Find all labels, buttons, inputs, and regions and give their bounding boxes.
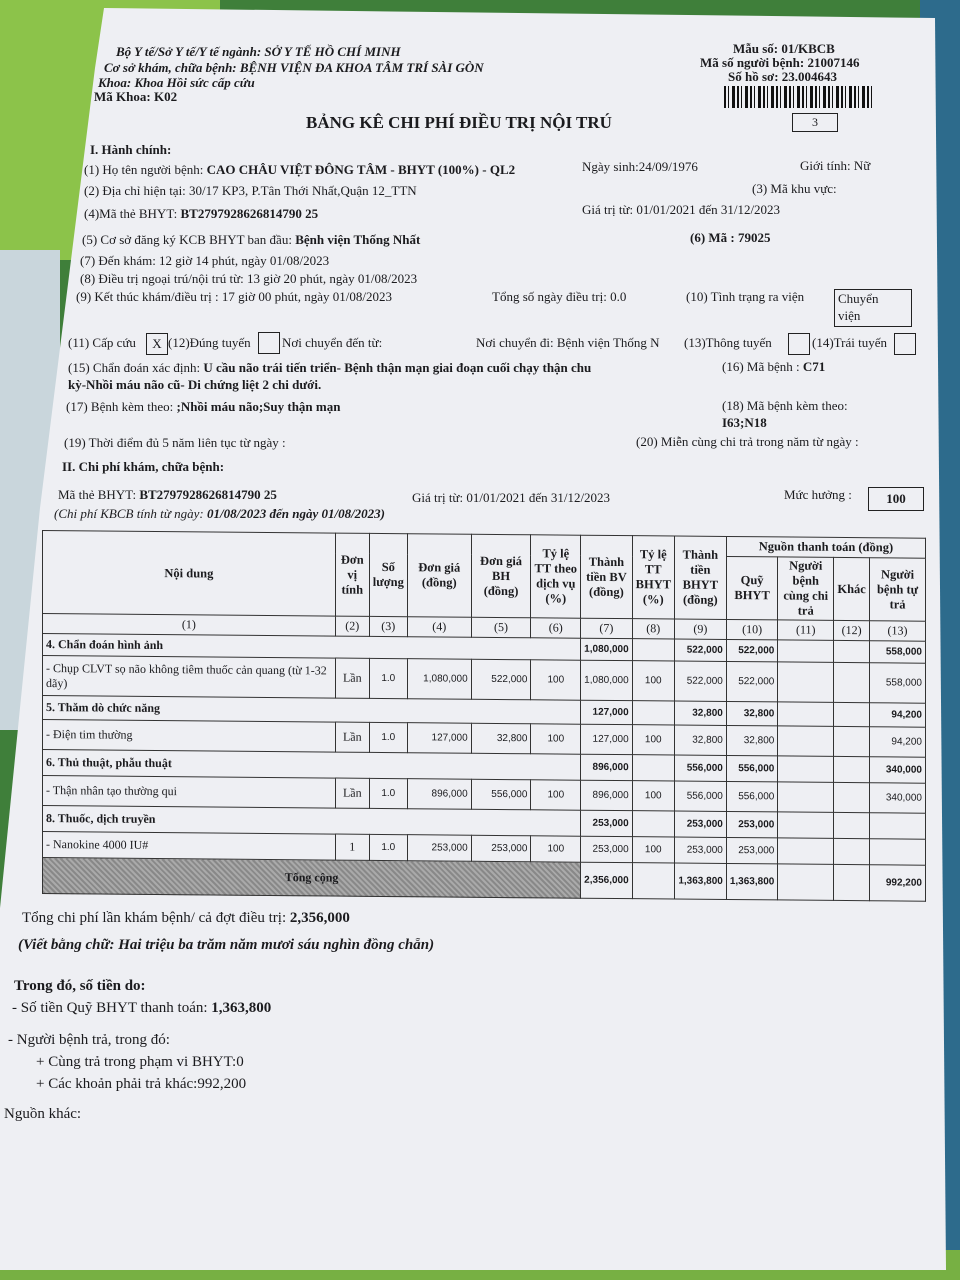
item-amount-bv: 1,080,000 (581, 660, 633, 700)
col-number: (2) (335, 616, 369, 636)
item-amount-bv: 127,000 (581, 724, 633, 754)
item-qty: 1.0 (369, 722, 407, 752)
header-content: Nội dung (43, 531, 336, 617)
summary-fund: - Số tiền Quỹ BHYT thanh toán: 1,363,800 (12, 1000, 272, 1016)
col-number: (7) (581, 618, 633, 638)
group-self-pay: 558,000 (870, 641, 926, 663)
group-title: 6. Thủ thuật, phẫu thuật (43, 750, 581, 781)
header-fund: Quỹ BHYT (726, 556, 778, 619)
emergency-checkbox[interactable]: X (146, 333, 168, 355)
item-amount-bv: 253,000 (581, 836, 633, 862)
transfer-to: Nơi chuyển đi: Bệnh viện Thống N (476, 335, 660, 350)
treatment-start-line: (8) Điều trị ngoại trú/nội trú từ: 13 giờ 20 phút, ngày 01/08/2023 (80, 271, 418, 286)
group-self-pay (870, 813, 926, 839)
ministry-line: Bộ Y tế/Sở Y tế/Y tế ngành: SỞ Y TẾ HỒ CHÍ MINH (116, 44, 401, 59)
header-other: Khác (834, 557, 870, 620)
item-price-bh: 253,000 (471, 835, 531, 862)
total-self-pay: 992,200 (870, 865, 926, 901)
item-qty: 1.0 (369, 834, 407, 860)
group-fund: 556,000 (726, 755, 778, 781)
cross-route-label: (13)Thông tuyến (684, 335, 772, 350)
item-ratio-bhyt: 100 (632, 725, 674, 755)
correct-route-checkbox[interactable] (258, 332, 280, 354)
header-funding: Nguồn thanh toán (đồng) (726, 536, 925, 558)
barcode (724, 86, 874, 108)
item-self-pay: 558,000 (870, 663, 926, 703)
item-fund: 32,800 (726, 725, 778, 755)
header-price: Đơn giá (đồng) (407, 534, 471, 618)
summary-patient-pays: - Người bệnh trả, trong đó: (8, 1032, 170, 1048)
header-qty: Số lượng (369, 533, 407, 616)
item-price: 896,000 (407, 779, 471, 810)
group-amount-bhyt: 522,000 (674, 639, 726, 661)
registered-facility-line: (5) Cơ sở đăng ký KCB BHYT ban đầu: Bệnh viện Thống Nhất (82, 232, 421, 247)
patient-code: Mã số người bệnh: 21007146 (700, 55, 860, 70)
treatment-end-line: (9) Kết thúc khám/điều trị : 17 giờ 00 phút, ngày 01/08/2023 (76, 289, 392, 304)
item-price: 1,080,000 (407, 659, 471, 700)
item-price-bh: 32,800 (471, 723, 531, 754)
group-title: 8. Thuốc, dịch truyền (43, 806, 581, 837)
col-number: (11) (778, 620, 834, 640)
col-number: (3) (369, 616, 407, 636)
item-ratio-service: 100 (531, 780, 581, 810)
gender: Giới tính: Nữ (800, 158, 871, 173)
item-ratio-service: 100 (531, 724, 581, 754)
dept-code-line: Mã Khoa: K02 (94, 89, 178, 104)
five-year-line: (19) Thời điểm đủ 5 năm liên tục từ ngày : (64, 435, 286, 450)
total-days: Tổng số ngày điều trị: 0.0 (492, 289, 627, 304)
item-amount-bhyt: 556,000 (674, 781, 726, 811)
facility-line: Cơ sở khám, chữa bệnh: BỆNH VIỆN ĐA KHOA TÂM TRÍ SÀI GÒN (104, 60, 484, 75)
disease-code: (16) Mã bệnh : C71 (722, 359, 826, 374)
item-ratio-service: 100 (531, 836, 581, 862)
benefit-rate-box: 100 (868, 487, 924, 511)
group-amount-bv: 896,000 (581, 754, 633, 780)
item-amount-bhyt: 253,000 (674, 837, 726, 863)
cross-route-checkbox[interactable] (788, 333, 810, 355)
item-price: 127,000 (407, 723, 471, 754)
item-amount-bv: 896,000 (581, 780, 633, 810)
costs-validity: Giá trị từ: 01/01/2021 đến 31/12/2023 (412, 490, 611, 505)
item-qty: 1.0 (369, 658, 407, 698)
item-name: - Nanokine 4000 IU# (43, 832, 336, 861)
summary-total: Tổng chi phí lần khám bệnh/ cả đợt điều trị: 2,356,000 (22, 910, 350, 926)
item-fund: 522,000 (726, 661, 778, 701)
dept-line: Khoa: Khoa Hồi sức cấp cứu (98, 75, 255, 90)
col-number: (1) (43, 614, 336, 637)
summary-of-which: Trong đó, số tiền do: (14, 978, 146, 994)
costs-period: (Chi phí KBCB tính từ ngày: 01/08/2023 đến ngày 01/08/2023) (54, 506, 386, 521)
header-ratio-bhyt: Tỷ lệ TT BHYT (%) (632, 536, 674, 619)
item-price-bh: 556,000 (471, 779, 531, 810)
copay-exempt-line: (20) Miễn cùng chi trả trong năm từ ngày : (636, 434, 859, 449)
col-number: (4) (407, 617, 471, 638)
discharge-status-label: (10) Tình trạng ra viện (686, 289, 805, 304)
col-number: (13) (870, 621, 926, 641)
area-code: (3) Mã khu vực: (752, 181, 837, 196)
total-fund: 1,363,800 (726, 863, 778, 899)
col-number: (6) (531, 618, 581, 638)
item-amount-bhyt: 32,800 (674, 725, 726, 755)
item-fund: 556,000 (726, 781, 778, 811)
group-title: 5. Thăm dò chức năng (43, 696, 581, 725)
group-fund: 32,800 (726, 701, 778, 725)
item-unit: 1 (335, 834, 369, 860)
col-number: (12) (834, 620, 870, 640)
comorbidity-code-label: (18) Mã bệnh kèm theo: (722, 398, 848, 413)
discharge-status-box: Chuyển viện (834, 289, 912, 327)
comorbidity-line: (17) Bệnh kèm theo: ;Nhồi máu não;Suy thận mạn (66, 399, 341, 414)
summary-words: (Viết bằng chữ: Hai triệu ba trăm năm mươi sáu nghìn đồng chẵn) (18, 937, 435, 953)
admin-section-title: I. Hành chính: (90, 142, 172, 157)
group-amount-bv: 1,080,000 (581, 638, 633, 660)
group-amount-bhyt: 556,000 (674, 755, 726, 781)
group-fund: 253,000 (726, 811, 778, 837)
form-number: Mẫu số: 01/KBCB (733, 41, 835, 56)
summary-copay: + Cùng trả trong phạm vi BHYT:0 (36, 1054, 244, 1070)
header-unit: Đơn vị tính (335, 533, 369, 616)
total-amount-bv: 2,356,000 (581, 862, 633, 898)
address-line: (2) Địa chỉ hiện tại: 30/17 KP3, P.Tân Thới Nhất,Quận 12_TTN (84, 183, 417, 198)
item-name: - Chụp CLVT sọ não không tiêm thuốc cản quang (từ 1-32 dãy) (43, 656, 336, 699)
page-number-box: 3 (792, 113, 838, 132)
item-price-bh: 522,000 (471, 659, 531, 700)
transfer-from-label: Nơi chuyển đến từ: (282, 335, 383, 350)
diagnosis-line: (15) Chẩn đoán xác định: U cầu não trái tiến triển- Bệnh thận mạn giai đoạn cuối chạy thận chu (68, 360, 592, 375)
emergency-label: (11) Cấp cứu (68, 335, 136, 350)
benefit-rate-label: Mức hưởng : (784, 487, 852, 502)
group-self-pay: 94,200 (870, 703, 926, 727)
header-ratio-service: Tỷ lệ TT theo dịch vụ (%) (531, 535, 581, 618)
item-self-pay: 340,000 (870, 783, 926, 813)
item-name: - Điện tim thường (43, 720, 336, 753)
costs-section-title: II. Chi phí khám, chữa bệnh: (62, 459, 225, 474)
item-ratio-bhyt: 100 (632, 781, 674, 811)
facility-code: (6) Mã : 79025 (690, 230, 771, 245)
correct-route-label: (12)Đúng tuyến (168, 335, 251, 350)
item-unit: Lần (335, 722, 369, 752)
item-price: 253,000 (407, 835, 471, 862)
group-amount-bhyt: 253,000 (674, 811, 726, 837)
item-ratio-service: 100 (531, 660, 581, 700)
header-amount-bv: Thành tiền BV (đồng) (581, 535, 633, 618)
total-row (43, 858, 926, 902)
diagnosis-line-2: kỳ-Nhồi máu não cũ- Di chứng liệt 2 chi dưới. (68, 377, 322, 392)
total-label: Tổng cộng (43, 858, 581, 899)
comorbidity-code: I63;N18 (722, 415, 767, 430)
group-amount-bhyt: 32,800 (674, 701, 726, 725)
item-self-pay: 94,200 (870, 727, 926, 757)
header-price-bh: Đơn giá BH (đồng) (471, 534, 531, 618)
insurance-validity: Giá trị từ: 01/01/2021 đến 31/12/2023 (582, 202, 781, 217)
item-name: - Thận nhân tạo thường qui (43, 776, 336, 809)
costs-card-line: Mã thẻ BHYT: BT2797928626814790 25 (58, 487, 277, 502)
insurance-card-line: (4)Mã thẻ BHYT: BT2797928626814790 25 (84, 206, 319, 221)
item-qty: 1.0 (369, 778, 407, 808)
patient-name-line: (1) Họ tên người bệnh: CAO CHÂU VIỆT ĐÔNG TÂM - BHYT (100%) - QL2 (84, 162, 516, 177)
wrong-route-label: (14)Trái tuyến (812, 335, 887, 350)
col-number: (10) (726, 619, 778, 639)
col-number: (5) (471, 617, 531, 638)
group-title: 4. Chẩn đoán hình ảnh (43, 634, 581, 661)
group-amount-bv: 127,000 (581, 700, 633, 724)
item-ratio-bhyt: 100 (632, 837, 674, 863)
item-self-pay (870, 839, 926, 865)
header-self-pay: Người bệnh tự trả (870, 558, 926, 621)
wrong-route-checkbox[interactable] (894, 333, 916, 355)
summary-other-pay: + Các khoản phải trả khác:992,200 (36, 1076, 247, 1092)
item-unit: Lần (335, 658, 369, 698)
group-fund: 522,000 (726, 639, 778, 661)
date-of-birth: Ngày sinh:24/09/1976 (582, 159, 698, 174)
group-amount-bv: 253,000 (581, 810, 633, 836)
document-title: BẢNG KÊ CHI PHÍ ĐIỀU TRỊ NỘI TRÚ (306, 113, 612, 132)
arrival-line: (7) Đến khám: 12 giờ 14 phút, ngày 01/08/2023 (80, 253, 330, 268)
item-unit: Lần (335, 778, 369, 808)
item-ratio-bhyt: 100 (632, 661, 674, 701)
item-amount-bhyt: 522,000 (674, 661, 726, 701)
record-number: Số hồ sơ: 23.004643 (728, 69, 838, 84)
col-number: (9) (674, 619, 726, 639)
total-amount-bhyt: 1,363,800 (674, 863, 726, 899)
cost-table (42, 530, 926, 902)
summary-other-source: Nguồn khác: (4, 1106, 82, 1122)
item-fund: 253,000 (726, 837, 778, 863)
header-amount-bhyt: Thành tiền BHYT (đồng) (674, 536, 726, 619)
col-number: (8) (632, 619, 674, 639)
header-co-pay: Người bệnh cùng chi trả (778, 557, 834, 620)
group-self-pay: 340,000 (870, 757, 926, 783)
